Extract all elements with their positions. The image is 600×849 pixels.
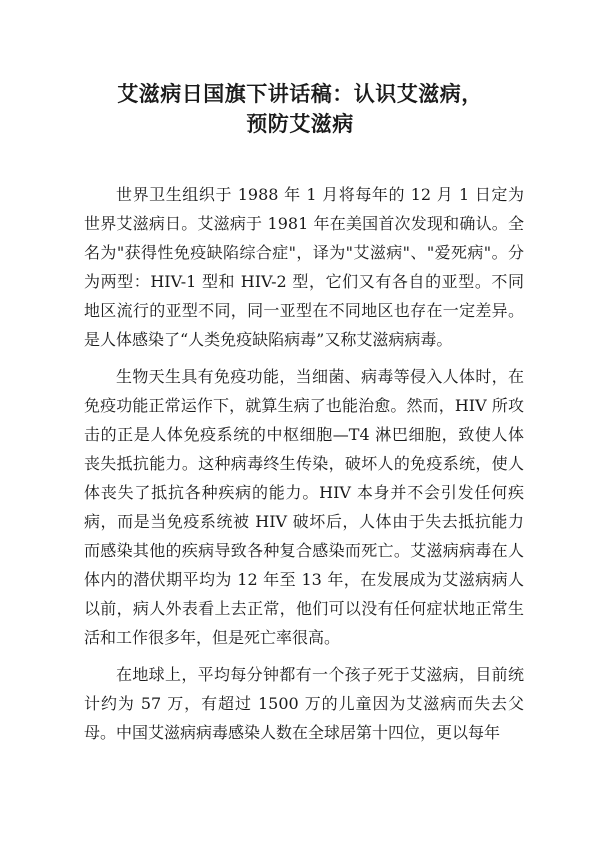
paragraph-aids-day-origin: 世界卫生组织于 1988 年 1 月将每年的 12 月 1 日定为世界艾滋病日。艾滋病于 1981 年在美国首次发现和确认。全名为"获得性免疫缺陷综合症"，译为"艾滋病"、"爱死病"。分为两型：HIV-1 型和 HIV-2 型，它们又有各自的亚型。不同地区流行的亚型不同，同一亚型在不同地区也存在一定差异。是人体感染了“人类免疫缺陷病毒”又称艾滋病病毒。 xyxy=(84,185,524,349)
paragraph-immune-system: 生物天生具有免疫功能，当细菌、病毒等侵入人体时，在免疫功能正常运作下，就算生病了也能治愈。然而，HIV 所攻击的正是人体免疫系统的中枢细胞—T4 淋巴细胞，致使人体丧失抵抗能力。这种病毒终生传染，破坏人的免疫系统，使人体丧失了抵抗各种疾病的能力。HIV 本身并不会引发任何疾病，而是当免疫系统被 HIV 破坏后，人体由于失去抵抗能力而感染其他的疾病导致各种复合感染而死亡。艾滋病病毒在人体内的潜伏期平均为 12 年至 13 年，在发展成为艾滋病病人以前，病人外表看上去正常，他们可以没有任何症状地正常生活和工作很多年，但是死亡率很高。 xyxy=(84,367,524,647)
document-title-line-2: 预防艾滋病 xyxy=(246,111,354,136)
paragraph-global-statistics: 在地球上，平均每分钟都有一个孩子死于艾滋病，目前统计约为 57 万，有超过 1500 万的儿童因为艾滋病而失去父母。中国艾滋病病毒感染人数在全球居第十四位，更以每年 xyxy=(84,665,524,742)
document-title-line-1: 艾滋病日国旗下讲话稿：认识艾滋病， xyxy=(117,81,483,106)
document-body xyxy=(84,180,524,755)
